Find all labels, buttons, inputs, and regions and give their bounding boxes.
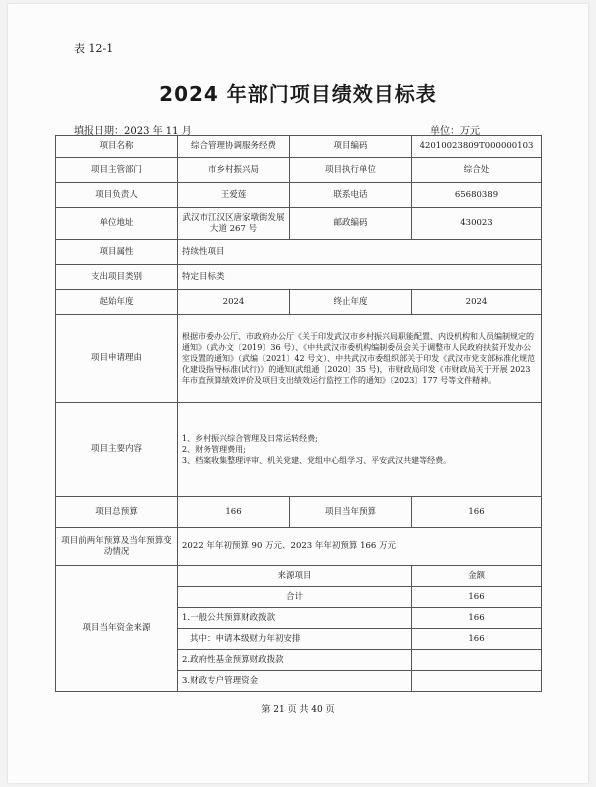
- leader-label: 项目负责人: [56, 183, 178, 208]
- phone-label: 联系电话: [290, 183, 412, 208]
- table-row: [56, 528, 542, 566]
- unit-label: 单位：万元: [430, 126, 480, 137]
- table-row: [56, 240, 542, 265]
- total-budget-value: 166: [178, 497, 290, 528]
- dept-value: 市乡村振兴局: [178, 158, 290, 183]
- table-row: [56, 136, 542, 158]
- funding-source: 3.财政专户管理资金: [178, 671, 412, 692]
- table-row: [56, 403, 542, 497]
- attribute-value: 持续性项目: [178, 240, 542, 265]
- dept-label: 项目主管部门: [56, 158, 178, 183]
- reason-value: 根据市委办公厅、市政府办公厅《关于印发武汉市乡村振兴局职能配置、内设机构和人员编制规定的通知》（武办文〔2019〕36 号）、《中共武汉市委机构编制委员会关于调整市人民政府扶贫开发办公室设置的通知》（武编〔2021〕42 号文）、中共武汉市委组织部关于印发《武汉市党支部标准化规范化建设指导标准(试行)》的通知(武组通〔2020〕35 号)，市财政局印发《市财政局关于开展 2023 年市直预算绩效评价及项目支出绩效运行监控工作的通知》〔2023〕177 号等文件精神。: [178, 315, 542, 403]
- attribute-label: 项目属性: [56, 240, 178, 265]
- funding-source: 合计: [178, 587, 412, 608]
- funding-source: 其中：申请本级财力年初安排: [178, 629, 412, 650]
- page-footer: 第 21 页 共 40 页: [261, 705, 335, 715]
- category-value: 特定目标类: [178, 265, 542, 290]
- funding-amount: 166: [412, 608, 542, 629]
- project-name-value: 综合管理协调服务经费: [178, 136, 290, 158]
- category-label: 支出项目类别: [56, 265, 178, 290]
- table-row: [56, 265, 542, 290]
- content-label: 项目主要内容: [56, 403, 178, 497]
- amount-header: 金额: [412, 566, 542, 587]
- table-row: [56, 158, 542, 183]
- performance-table: [55, 135, 542, 692]
- address-value: 武汉市江汉区唐家墩街发展大道 267 号: [178, 208, 290, 240]
- project-name-label: 项目名称: [56, 136, 178, 158]
- exec-unit-label: 项目执行单位: [290, 158, 412, 183]
- funding-amount: [412, 671, 542, 692]
- postcode-label: 邮政编码: [290, 208, 412, 240]
- table-row: [56, 566, 542, 587]
- source-header: 来源项目: [178, 566, 412, 587]
- exec-unit-value: 综合处: [412, 158, 542, 183]
- funding-source: 1.一般公共预算财政拨款: [178, 608, 412, 629]
- funding-amount: 166: [412, 629, 542, 650]
- content-line: 2、财务管理费用;: [182, 445, 246, 454]
- content-line: 1、乡村振兴综合管理及日常运转经费;: [182, 434, 318, 443]
- page-title: 2024 年部门项目绩效目标表: [159, 82, 437, 106]
- table-row: [56, 183, 542, 208]
- funding-source: 2.政府性基金预算财政拨款: [178, 650, 412, 671]
- postcode-value: 430023: [412, 208, 542, 240]
- funding-amount: 166: [412, 587, 542, 608]
- change-label: 项目前两年预算及当年预算变动情况: [56, 528, 178, 566]
- phone-value: 65680389: [412, 183, 542, 208]
- end-year-label: 终止年度: [290, 290, 412, 315]
- address-label: 单位地址: [56, 208, 178, 240]
- project-code-label: 项目编码: [290, 136, 412, 158]
- start-year-value: 2024: [178, 290, 290, 315]
- content-line: 3、档案收集整理评审、机关党建、党组中心组学习、平安武汉共建等经费。: [182, 456, 452, 465]
- total-budget-label: 项目总预算: [56, 497, 178, 528]
- table-row: [56, 497, 542, 528]
- project-code-value: 42010023809T000000103: [412, 136, 542, 158]
- year-budget-value: 166: [412, 497, 542, 528]
- change-value: 2022 年年初预算 90 万元、2023 年年初预算 166 万元: [178, 528, 542, 566]
- table-number: 表 12-1: [74, 42, 114, 55]
- year-budget-label: 项目当年预算: [290, 497, 412, 528]
- table-row: [56, 290, 542, 315]
- content-value: [178, 403, 542, 497]
- table-row: [56, 315, 542, 403]
- reason-label: 项目申请理由: [56, 315, 178, 403]
- funding-amount: [412, 650, 542, 671]
- start-year-label: 起始年度: [56, 290, 178, 315]
- funding-label: 项目当年资金来源: [56, 566, 178, 692]
- end-year-value: 2024: [412, 290, 542, 315]
- fill-date: 填报日期：2023 年 11 月: [74, 126, 192, 137]
- leader-value: 王爱莲: [178, 183, 290, 208]
- table-row: [56, 208, 542, 240]
